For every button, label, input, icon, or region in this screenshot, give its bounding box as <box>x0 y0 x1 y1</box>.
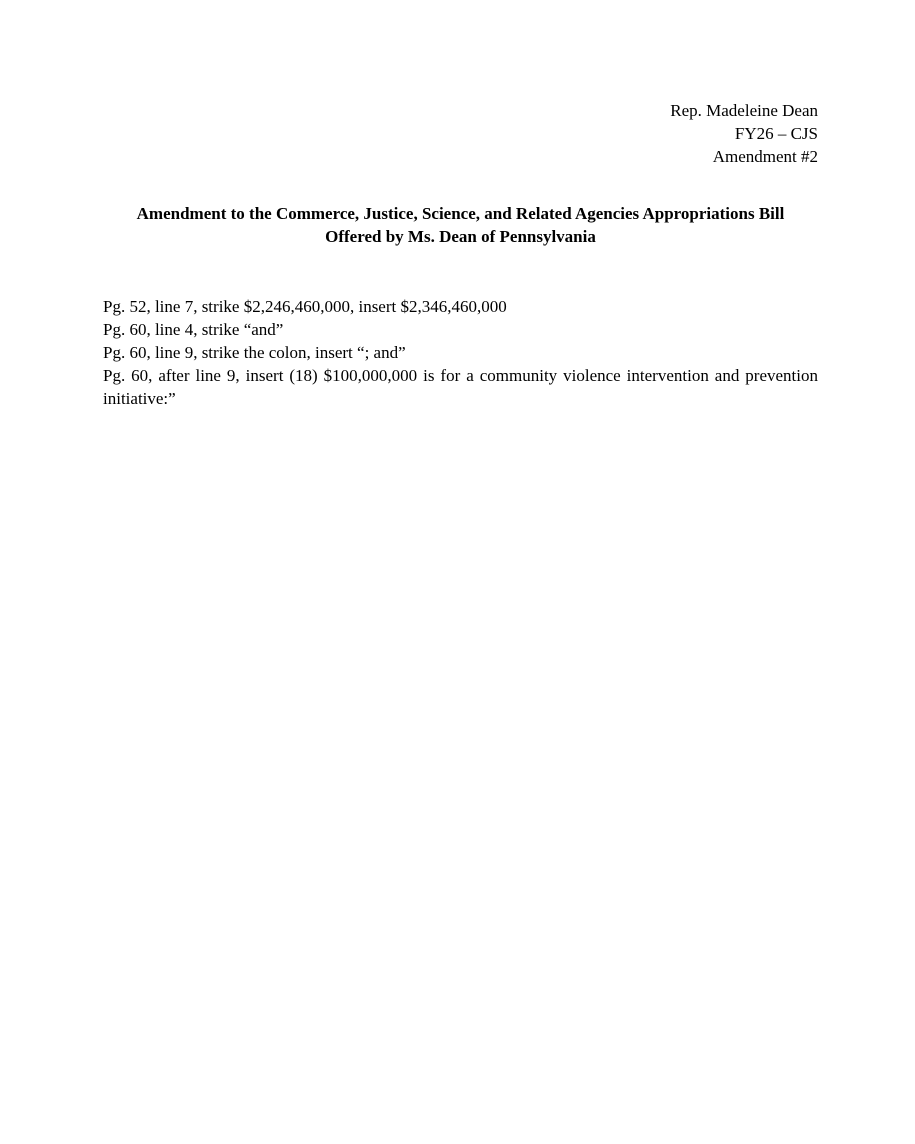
amendment-instructions <box>103 295 818 410</box>
title-line-2: Offered by Ms. Dean of Pennsylvania <box>325 227 596 246</box>
sponsor-header <box>670 99 818 168</box>
instruction-line: Pg. 60, line 4, strike “and” <box>103 320 284 339</box>
representative-name: Rep. Madeleine Dean <box>670 101 818 120</box>
instruction-line: Pg. 52, line 7, strike $2,246,460,000, insert $2,346,460,000 <box>103 297 507 316</box>
instruction-line: Pg. 60, line 9, strike the colon, insert “; and” <box>103 343 406 362</box>
amendment-title <box>103 202 818 248</box>
title-line-1: Amendment to the Commerce, Justice, Science, and Related Agencies Appropriations Bill <box>136 204 785 223</box>
instruction-line: Pg. 60, after line 9, insert (18) $100,000,000 is for a community violence intervention and prevention initiative:” <box>103 366 818 408</box>
amendment-number: Amendment #2 <box>712 147 818 166</box>
fiscal-year-label: FY26 – CJS <box>734 124 818 143</box>
